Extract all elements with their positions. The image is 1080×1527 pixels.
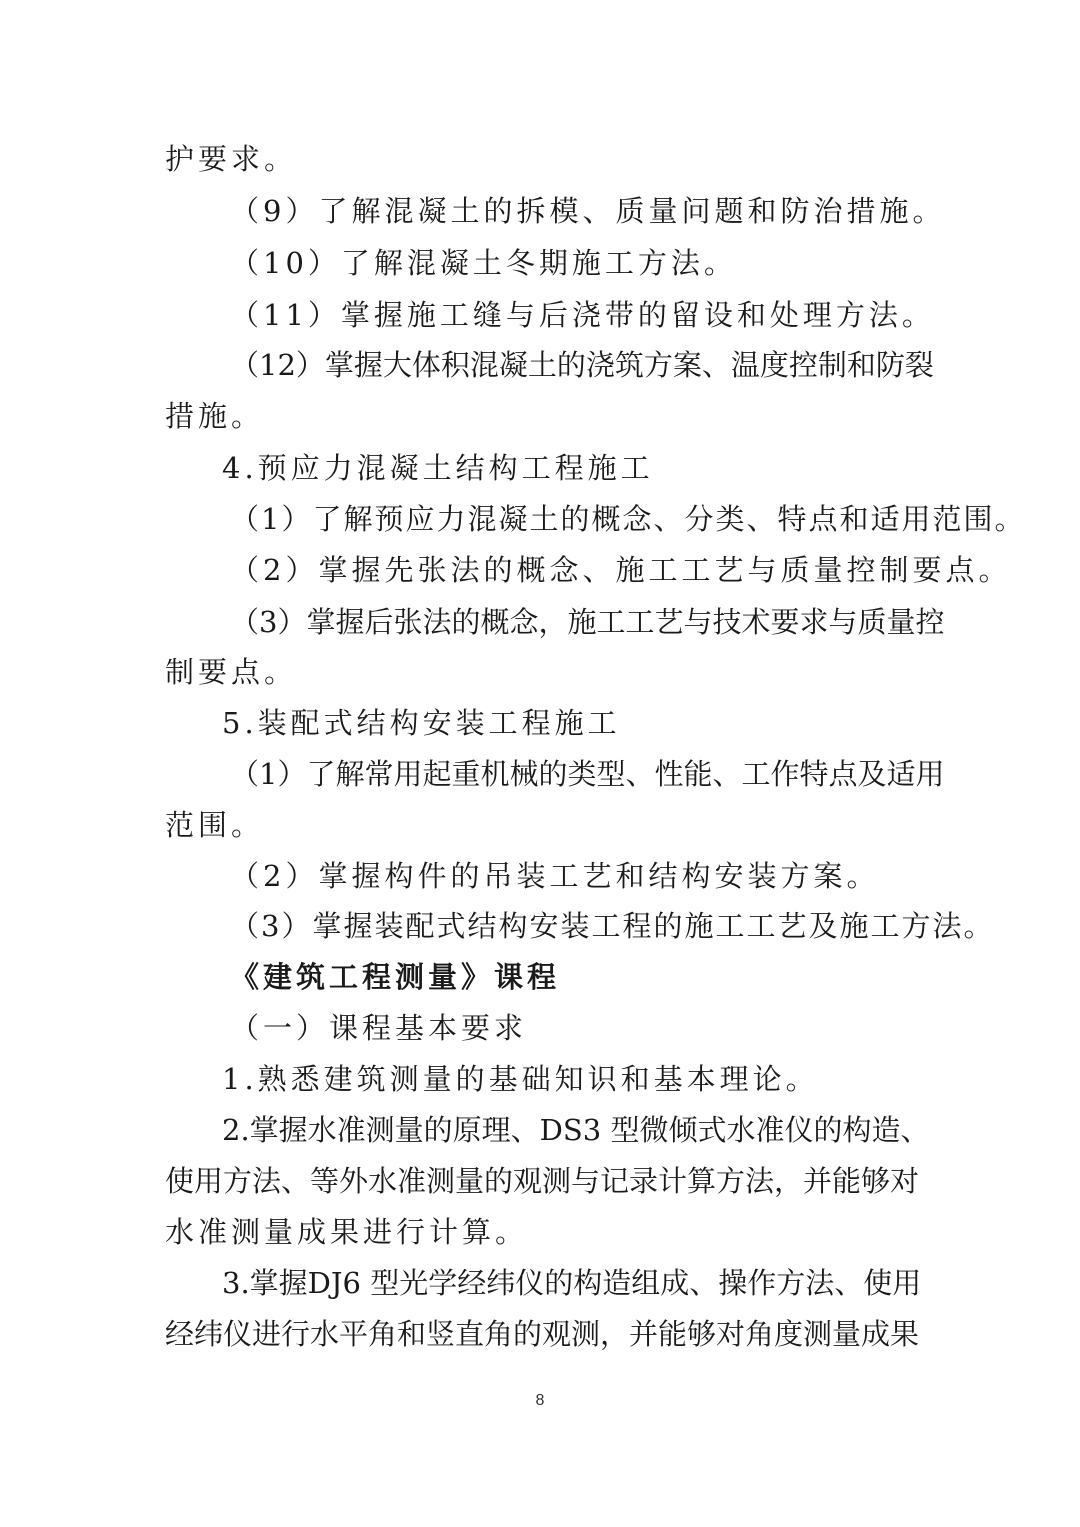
text-line: 2.掌握水准测量的原理、DS3 型微倾式水准仪的构造、 (222, 1113, 930, 1147)
text-line: 使用方法、等外水准测量的观测与记录计算方法，并能够对 (165, 1164, 920, 1198)
text-line: （3）掌握装配式结构安装工程的施工工艺及施工方法。 (230, 909, 995, 943)
page-number: 8 (535, 1392, 545, 1409)
text-line: （10）了解混凝土冬期施工方法。 (230, 246, 737, 280)
text-line: 措施。 (165, 399, 265, 433)
text-line: 经纬仪进行水平角和竖直角的观测，并能够对角度测量成果 (165, 1317, 920, 1351)
subsection-heading: （一）课程基本要求 (230, 1011, 528, 1045)
text-line: 范围。 (165, 808, 265, 842)
text-line: （2）掌握先张法的概念、施工工艺与质量控制要点。 (230, 553, 1012, 587)
text-line: 水准测量成果进行计算。 (165, 1215, 529, 1249)
section-heading: 4.预应力混凝土结构工程施工 (222, 451, 654, 485)
text-line: （9）了解混凝土的拆模、质量问题和防治措施。 (230, 194, 946, 228)
course-title: 《建筑工程测量》课程 (230, 960, 561, 994)
text-line: （3）掌握后张法的概念，施工工艺与技术要求与质量控 (230, 605, 945, 639)
text-line: （1）了解常用起重机械的类型、性能、工作特点及适用 (230, 757, 945, 791)
text-line: 制要点。 (165, 655, 298, 689)
section-heading: 5.装配式结构安装工程施工 (222, 706, 621, 740)
text-line: （2）掌握构件的吊装工艺和结构安装方案。 (230, 859, 880, 893)
text-line: 1.熟悉建筑测量的基础知识和基本理论。 (222, 1062, 819, 1096)
text-line: 护要求。 (165, 142, 298, 176)
text-line: （12）掌握大体积混凝土的浇筑方案、温度控制和防裂 (230, 348, 934, 382)
text-line: （1）了解预应力混凝土的概念、分类、特点和适用范围。 (230, 502, 1026, 536)
text-line: 3.掌握DJ6 型光学经纬仪的构造组成、操作方法、使用 (222, 1266, 922, 1300)
text-line: （11）掌握施工缝与后浇带的留设和处理方法。 (230, 298, 935, 332)
